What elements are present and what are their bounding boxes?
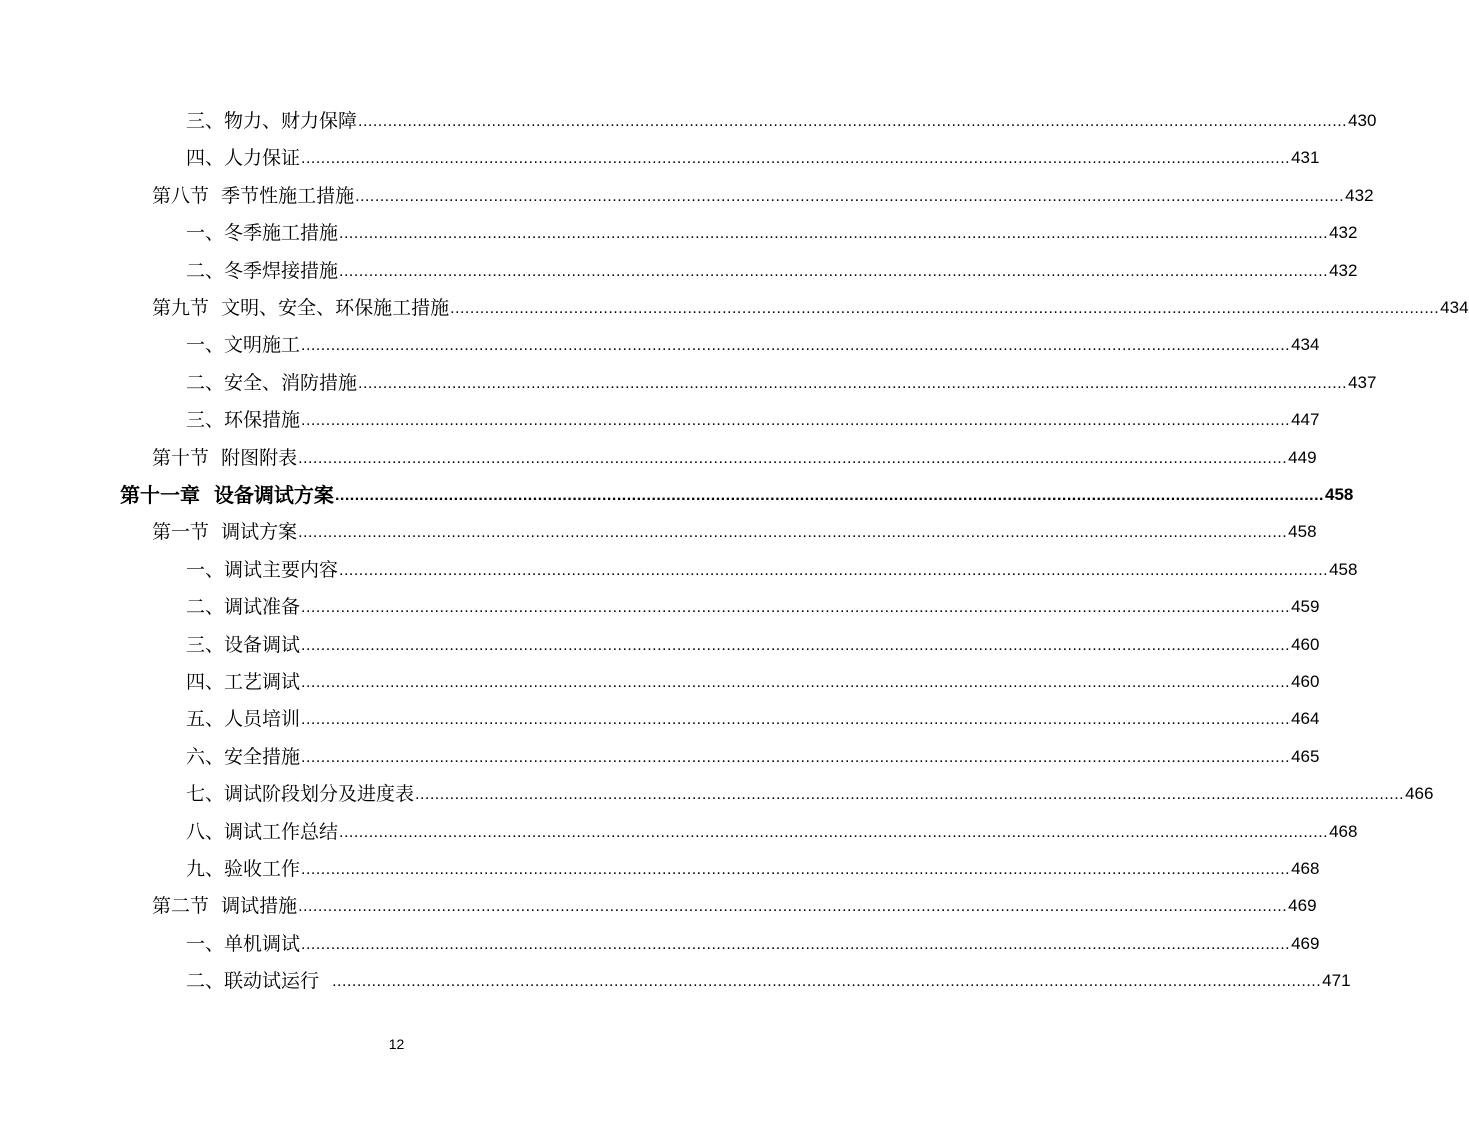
toc-entry-page: 430 — [1348, 111, 1377, 130]
toc-entry-section[interactable] — [152, 441, 1317, 469]
toc-entry-item[interactable] — [186, 702, 1320, 731]
toc-entry-title: 五、人员培训 — [186, 708, 301, 731]
toc-entry-item[interactable] — [186, 628, 1320, 656]
toc-entry-item[interactable] — [186, 366, 1377, 394]
toc-entry-title: 四、工艺调试 — [186, 671, 301, 693]
toc-leader-dots: ........................................................................................................................................................................................................ — [334, 487, 1324, 504]
toc-entry-title: 三、设备调试 — [186, 633, 301, 656]
toc-entry-page: 468 — [1291, 859, 1320, 878]
toc-leader-dots: ........................................................................................................................................................................................................ — [358, 113, 1348, 130]
toc-entry-item[interactable] — [186, 777, 1434, 806]
toc-entry-page: 458 — [1329, 559, 1358, 579]
toc-entry-chapter[interactable] — [120, 478, 1354, 507]
toc-leader-dots: ........................................................................................................................................................................................................ — [301, 337, 1291, 355]
toc-entry-item[interactable] — [186, 852, 1320, 880]
toc-leader-dots: ........................................................................................................................................................................................................ — [415, 786, 1405, 804]
toc-entry-page: 466 — [1405, 784, 1434, 804]
toc-leader-dots: ........................................................................................................................................................................................................ — [301, 935, 1291, 953]
toc-leader-dots: ........................................................................................................................................................................................................ — [339, 561, 1329, 579]
toc-entry-item[interactable] — [186, 665, 1320, 693]
toc-entry-item[interactable] — [186, 553, 1358, 581]
toc-leader-dots: ........................................................................................................................................................................................................ — [450, 300, 1440, 317]
toc-entry-title: 八、调试工作总结 — [186, 820, 339, 843]
toc-leader-dots: ........................................................................................................................................................................................................ — [301, 150, 1291, 168]
toc-entry-title: 二、冬季焊接措施 — [186, 259, 339, 282]
toc-entry-page: 434 — [1440, 298, 1469, 317]
toc-entry-section[interactable] — [152, 291, 1469, 319]
toc-entry-page: 447 — [1291, 410, 1320, 430]
toc-entry-page: 458 — [1288, 522, 1317, 542]
toc-entry-item[interactable] — [186, 141, 1320, 170]
toc-leader-dots: ........................................................................................................................................................................................................ — [298, 449, 1288, 467]
toc-entry-page: 471 — [1322, 971, 1351, 991]
toc-entry-item[interactable] — [186, 254, 1358, 282]
toc-entry-page: 465 — [1291, 746, 1320, 766]
toc-entry-page: 458 — [1325, 485, 1354, 504]
toc-entry-title: 九、验收工作 — [186, 858, 301, 880]
toc-entry-page: 434 — [1291, 335, 1320, 355]
toc-entry-page: 459 — [1291, 597, 1320, 617]
page-number: 12 — [388, 1036, 405, 1052]
toc-entry-page: 469 — [1288, 896, 1317, 916]
toc-leader-dots: ........................................................................................................................................................................................................ — [339, 823, 1329, 841]
toc-leader-dots: ........................................................................................................................................................................................................ — [301, 861, 1291, 878]
toc-leader-dots: ........................................................................................................................................................................................................ — [339, 262, 1329, 280]
toc-entry-item[interactable] — [186, 328, 1320, 357]
toc-entry-title: 六、安全措施 — [186, 745, 301, 768]
toc-entry-item[interactable] — [186, 104, 1377, 132]
toc-entry-title: 第二节 调试措施 — [152, 895, 298, 918]
toc-entry-item[interactable] — [186, 216, 1358, 245]
toc-entry-title: 第九节 文明、安全、环保施工措施 — [152, 297, 450, 319]
toc-entry-title: 二、调试准备 — [186, 596, 301, 619]
toc-leader-dots: ........................................................................................................................................................................................................ — [298, 898, 1288, 916]
toc-leader-dots: ........................................................................................................................................................................................................ — [339, 225, 1329, 243]
toc-leader-dots: ........................................................................................................................................................................................................ — [298, 524, 1288, 542]
toc-entry-item[interactable] — [186, 964, 1351, 993]
toc-entry-section[interactable] — [152, 515, 1317, 544]
toc-entry-item[interactable] — [186, 740, 1320, 768]
toc-leader-dots: ........................................................................................................................................................................................................ — [301, 674, 1291, 691]
toc-leader-dots: ........................................................................................................................................................................................................ — [355, 187, 1345, 205]
toc-entry-title: 三、物力、财力保障 — [186, 110, 358, 132]
toc-entry-title: 第一节 调试方案 — [152, 521, 298, 544]
toc-entry-page: 431 — [1291, 148, 1320, 168]
toc-entry-page: 468 — [1329, 821, 1358, 841]
toc-entry-title: 二、联动试运行 — [186, 970, 332, 993]
toc-entry-title: 第八节 季节性施工措施 — [152, 184, 355, 207]
toc-entry-section[interactable] — [152, 889, 1317, 918]
toc-entry-title: 一、文明施工 — [186, 334, 301, 357]
toc-leader-dots: ........................................................................................................................................................................................................ — [301, 412, 1291, 430]
toc-entry-title: 三、环保措施 — [186, 409, 301, 432]
toc-entry-page: 432 — [1329, 260, 1358, 280]
toc-entry-item[interactable] — [186, 403, 1320, 432]
toc-leader-dots: ........................................................................................................................................................................................................ — [301, 711, 1291, 729]
toc-entry-page: 432 — [1345, 185, 1374, 205]
toc-entry-page: 437 — [1348, 372, 1377, 392]
toc-entry-page: 432 — [1329, 223, 1358, 243]
toc-leader-dots: ........................................................................................................................................................................................................ — [358, 374, 1348, 392]
toc-entry-page: 460 — [1291, 634, 1320, 654]
toc-entry-title: 一、单机调试 — [186, 932, 301, 955]
toc-leader-dots: ........................................................................................................................................................................................................ — [301, 599, 1291, 617]
toc-entry-title: 七、调试阶段划分及进度表 — [186, 783, 415, 806]
toc-entry-item[interactable] — [186, 927, 1320, 955]
toc-entry-page: 460 — [1291, 672, 1320, 691]
toc-entry-section[interactable] — [152, 179, 1374, 207]
toc-leader-dots: ........................................................................................................................................................................................................ — [301, 636, 1291, 654]
toc-entry-title: 四、人力保证 — [186, 147, 301, 170]
toc-leader-dots: ........................................................................................................................................................................................................ — [332, 973, 1322, 991]
toc-entry-title: 二、安全、消防措施 — [186, 371, 358, 394]
toc-entry-title: 第十节 附图附表 — [152, 446, 298, 469]
toc-entry-title: 一、调试主要内容 — [186, 558, 339, 581]
toc-entry-page: 464 — [1291, 709, 1320, 729]
toc-leader-dots: ........................................................................................................................................................................................................ — [301, 748, 1291, 766]
toc-entry-item[interactable] — [186, 815, 1358, 843]
toc-entry-page: 449 — [1288, 447, 1317, 467]
toc-entry-item[interactable] — [186, 590, 1320, 619]
toc-entry-title: 第十一章 设备调试方案 — [120, 483, 334, 507]
toc-entry-title: 一、冬季施工措施 — [186, 222, 339, 245]
toc-entry-page: 469 — [1291, 933, 1320, 953]
